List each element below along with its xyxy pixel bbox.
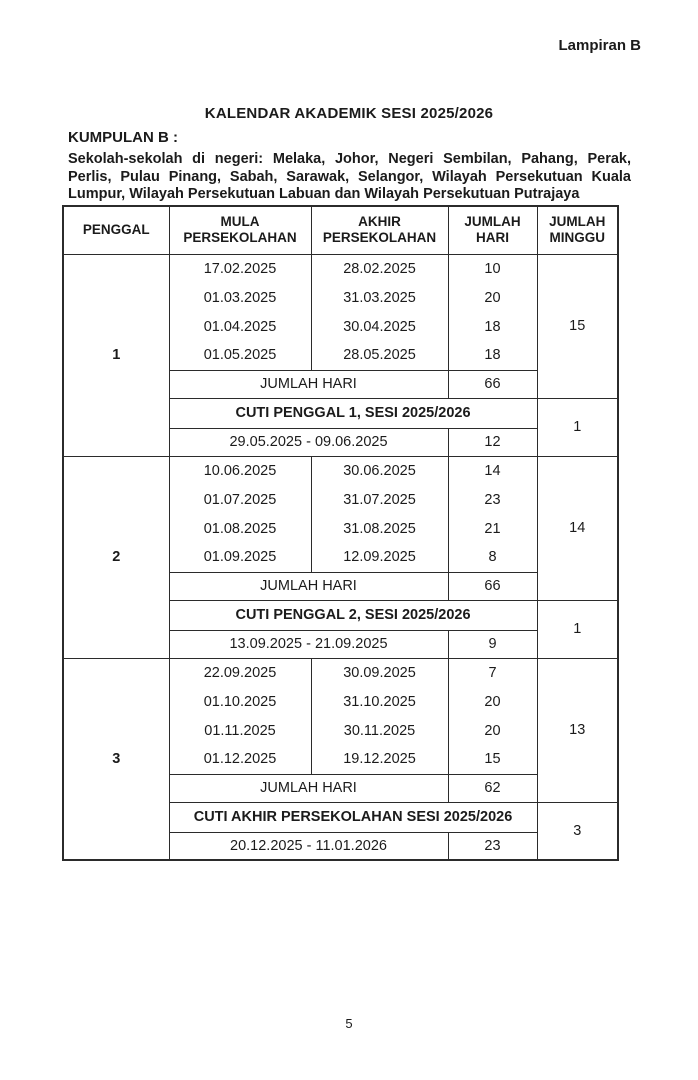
mula-date: 01.11.2025: [169, 716, 311, 745]
table-header-row: [63, 206, 618, 254]
hari-value: 15: [448, 745, 537, 774]
cuti-title: CUTI PENGGAL 2, SESI 2025/2026: [169, 600, 537, 630]
hari-value: 20: [448, 687, 537, 716]
academic-calendar-table: [62, 205, 619, 861]
hari-value: 18: [448, 341, 537, 370]
penggal-number: 2: [63, 456, 169, 658]
akhir-date: 19.12.2025: [311, 745, 448, 774]
akhir-date: 31.07.2025: [311, 485, 448, 514]
mula-date: 01.05.2025: [169, 341, 311, 370]
group-label: KUMPULAN B :: [68, 129, 178, 146]
akhir-date: 30.09.2025: [311, 658, 448, 687]
jumlah-minggu-value: 15: [537, 254, 618, 398]
mula-date: 17.02.2025: [169, 254, 311, 283]
akhir-date: 31.03.2025: [311, 283, 448, 312]
col-header-akhir: AKHIR PERSEKOLAHAN: [311, 206, 448, 254]
mula-date: 01.09.2025: [169, 543, 311, 572]
hari-value: 21: [448, 514, 537, 543]
cuti-hari-value: 9: [448, 630, 537, 658]
cuti-range: 20.12.2025 - 11.01.2026: [169, 832, 448, 860]
table-row: [63, 658, 618, 687]
group-description: Sekolah-sekolah di negeri: Melaka, Johor, Negeri Sembilan, Pahang, Perak, Perlis, Pulau Pinang, Sabah, Sarawak, Selangor, Wilayah Persekutuan Kuala Lumpur, Wilayah Persekutuan Labuan dan Wilayah Persekutuan Putrajaya: [68, 151, 631, 203]
akhir-date: 31.10.2025: [311, 687, 448, 716]
akhir-date: 30.06.2025: [311, 456, 448, 485]
cuti-title: CUTI PENGGAL 1, SESI 2025/2026: [169, 398, 537, 428]
akhir-date: 12.09.2025: [311, 543, 448, 572]
jumlah-minggu-value: 14: [537, 456, 618, 600]
mula-date: 01.04.2025: [169, 312, 311, 341]
jumlah-hari-total: 66: [448, 370, 537, 398]
mula-date: 10.06.2025: [169, 456, 311, 485]
akhir-date: 30.11.2025: [311, 716, 448, 745]
col-header-penggal: PENGGAL: [63, 206, 169, 254]
cuti-range: 29.05.2025 - 09.06.2025: [169, 428, 448, 456]
hari-value: 20: [448, 716, 537, 745]
akhir-date: 31.08.2025: [311, 514, 448, 543]
mula-date: 01.12.2025: [169, 745, 311, 774]
cuti-minggu-value: 1: [537, 398, 618, 456]
col-header-mula: MULA PERSEKOLAHAN: [169, 206, 311, 254]
hari-value: 7: [448, 658, 537, 687]
mula-date: 01.08.2025: [169, 514, 311, 543]
penggal-number: 1: [63, 254, 169, 456]
col-header-jumlah-minggu: JUMLAH MINGGU: [537, 206, 618, 254]
table-row: [63, 456, 618, 485]
jumlah-hari-total: 66: [448, 572, 537, 600]
mula-date: 01.03.2025: [169, 283, 311, 312]
table-row: [63, 254, 618, 283]
jumlah-minggu-value: 13: [537, 658, 618, 802]
jumlah-hari-label: JUMLAH HARI: [169, 572, 448, 600]
page-title: KALENDAR AKADEMIK SESI 2025/2026: [204, 105, 494, 122]
hari-value: 8: [448, 543, 537, 572]
akhir-date: 28.02.2025: [311, 254, 448, 283]
mula-date: 22.09.2025: [169, 658, 311, 687]
hari-value: 10: [448, 254, 537, 283]
page-number: 5: [345, 1016, 353, 1031]
cuti-minggu-value: 3: [537, 802, 618, 860]
cuti-title: CUTI AKHIR PERSEKOLAHAN SESI 2025/2026: [169, 802, 537, 832]
jumlah-hari-total: 62: [448, 774, 537, 802]
cuti-hari-value: 12: [448, 428, 537, 456]
cuti-hari-value: 23: [448, 832, 537, 860]
hari-value: 20: [448, 283, 537, 312]
akhir-date: 28.05.2025: [311, 341, 448, 370]
col-header-jumlah-hari: JUMLAH HARI: [448, 206, 537, 254]
akhir-date: 30.04.2025: [311, 312, 448, 341]
hari-value: 14: [448, 456, 537, 485]
cuti-range: 13.09.2025 - 21.09.2025: [169, 630, 448, 658]
corner-label: Lampiran B: [558, 37, 641, 54]
jumlah-hari-label: JUMLAH HARI: [169, 370, 448, 398]
cuti-minggu-value: 1: [537, 600, 618, 658]
hari-value: 23: [448, 485, 537, 514]
mula-date: 01.07.2025: [169, 485, 311, 514]
mula-date: 01.10.2025: [169, 687, 311, 716]
hari-value: 18: [448, 312, 537, 341]
penggal-number: 3: [63, 658, 169, 860]
jumlah-hari-label: JUMLAH HARI: [169, 774, 448, 802]
